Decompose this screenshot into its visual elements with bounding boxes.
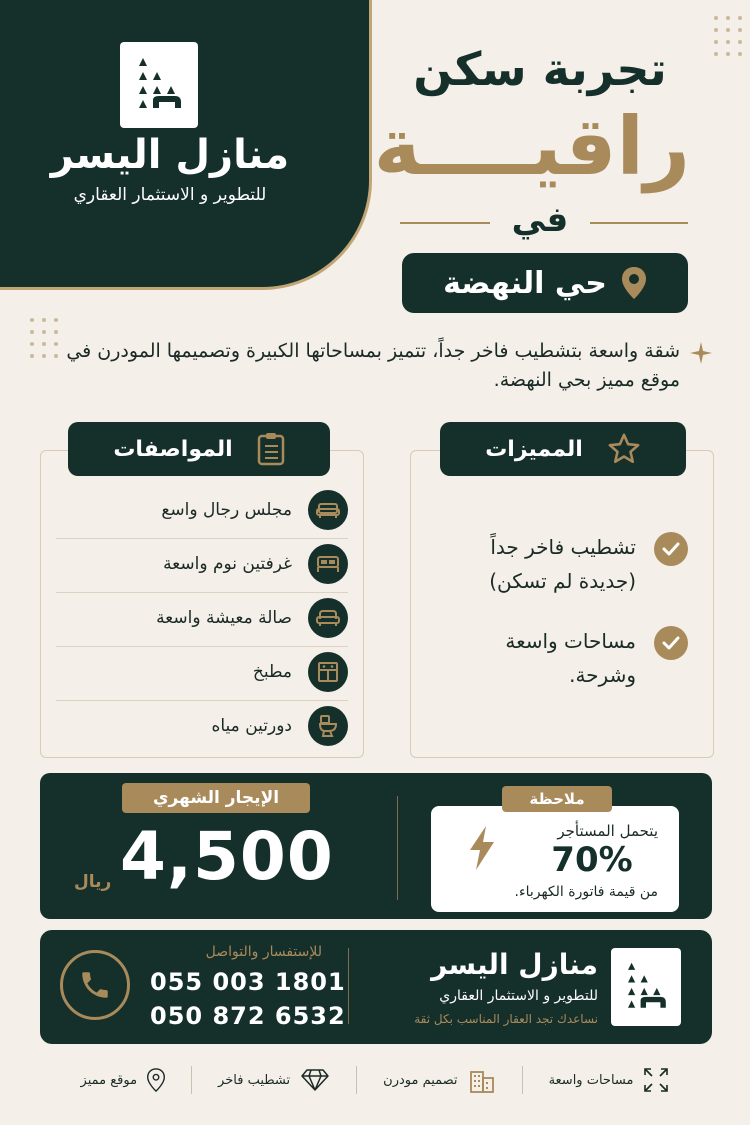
brand-logo	[120, 42, 198, 128]
bottom-item-label: موقع مميز	[80, 1072, 138, 1088]
bottom-separator	[522, 1066, 523, 1094]
bed-icon	[308, 544, 348, 584]
spec-label: مجلس رجال واسع	[161, 500, 292, 520]
brand-name: منازل اليسر	[50, 132, 290, 178]
feature-item	[430, 530, 688, 598]
bottom-item	[549, 1067, 670, 1093]
check-icon	[654, 626, 688, 660]
note-line1: يتحمل المستأجر	[557, 822, 658, 840]
building-icon	[468, 1066, 496, 1094]
clipboard-icon	[257, 432, 285, 466]
brand-card	[0, 0, 372, 290]
bottom-separator	[356, 1066, 357, 1094]
bottom-item-label: تشطيب فاخر	[218, 1072, 291, 1088]
phone-2[interactable]: 050 872 6532	[150, 1002, 346, 1030]
toilet-icon	[308, 706, 348, 746]
contact-brand-subtitle: للتطوير و الاستثمار العقاري	[439, 988, 598, 1004]
feature-line1: مساحات واسعة	[505, 629, 636, 653]
spec-item	[56, 490, 348, 530]
map-pin-icon	[621, 266, 647, 300]
spec-divider	[56, 646, 348, 647]
spec-label: مطبخ	[252, 662, 292, 682]
contact-divider	[348, 948, 349, 1024]
description: شقة واسعة بتشطيب فاخر جداً، تتميز بمساحاتها الكبيرة وتصميمها المودرن في موقع مميز بحي النهضة.	[66, 340, 680, 391]
brand-subtitle: للتطوير و الاستثمار العقاري	[73, 185, 267, 205]
bottom-item	[218, 1068, 330, 1092]
bottom-item	[383, 1066, 495, 1094]
diamond-icon	[300, 1068, 330, 1092]
bottom-bar	[0, 1050, 750, 1110]
spec-item	[56, 706, 348, 746]
feature-line1: تشطيب فاخر جداً	[490, 535, 636, 559]
feature-line2: (جديدة لم تسكن)	[489, 569, 636, 593]
feature-item	[430, 624, 688, 692]
note-line2: من قيمة فاتورة الكهرباء.	[514, 884, 658, 900]
armchair-icon	[308, 598, 348, 638]
features-box	[410, 450, 714, 758]
feature-line2: وشرحة.	[569, 663, 636, 687]
contact-logo	[611, 948, 681, 1026]
specs-title: المواصفات	[113, 436, 233, 462]
phone-1[interactable]: 055 003 1801	[150, 968, 346, 996]
rent-label: الإيجار الشهري	[122, 783, 310, 813]
sofa-icon	[308, 490, 348, 530]
note-percent: 70%	[551, 840, 633, 880]
bottom-item-label: مساحات واسعة	[548, 1072, 634, 1088]
expand-icon	[643, 1067, 669, 1093]
spec-label: غرفتين نوم واسعة	[163, 554, 292, 574]
note-label: ملاحظة	[502, 786, 612, 812]
phone-icon[interactable]	[60, 950, 130, 1020]
contact-tagline: نساعدك تجد العقار المناسب بكل ثقة	[414, 1012, 598, 1026]
spec-divider	[56, 538, 348, 539]
check-icon	[654, 532, 688, 566]
contact-brand-name: منازل اليسر	[431, 948, 598, 981]
star-icon	[607, 432, 641, 466]
spec-item	[56, 652, 348, 692]
location-pill	[402, 253, 688, 313]
location-label: حي النهضة	[443, 265, 607, 301]
spec-divider	[56, 592, 348, 593]
headline-line3: في	[511, 200, 569, 240]
dots-decoration-icon	[712, 14, 746, 74]
features-title: المميزات	[485, 436, 583, 462]
spec-label: صالة معيشة واسعة	[156, 608, 292, 628]
sparkle-icon	[690, 342, 712, 364]
rent-amount: 4,500	[120, 818, 334, 895]
bottom-item	[81, 1068, 166, 1092]
specs-list	[56, 488, 348, 748]
features-header	[440, 422, 686, 476]
lightning-icon	[468, 826, 496, 870]
price-divider	[397, 796, 398, 900]
rent-currency: ريال	[74, 872, 112, 892]
bottom-item-label: تصميم مودرن	[383, 1072, 458, 1088]
spec-item	[56, 544, 348, 584]
location-icon	[147, 1068, 165, 1092]
headline-line1: تجربة سكن	[413, 42, 667, 96]
bottom-separator	[191, 1066, 192, 1094]
contact-label: للإستفسار والتواصل	[205, 944, 322, 960]
spec-label: دورتين مياه	[211, 716, 292, 736]
headline-line2: راقيــــة	[373, 100, 690, 193]
spec-item	[56, 598, 348, 638]
specs-header	[68, 422, 330, 476]
kitchen-icon	[308, 652, 348, 692]
spec-divider	[56, 700, 348, 701]
